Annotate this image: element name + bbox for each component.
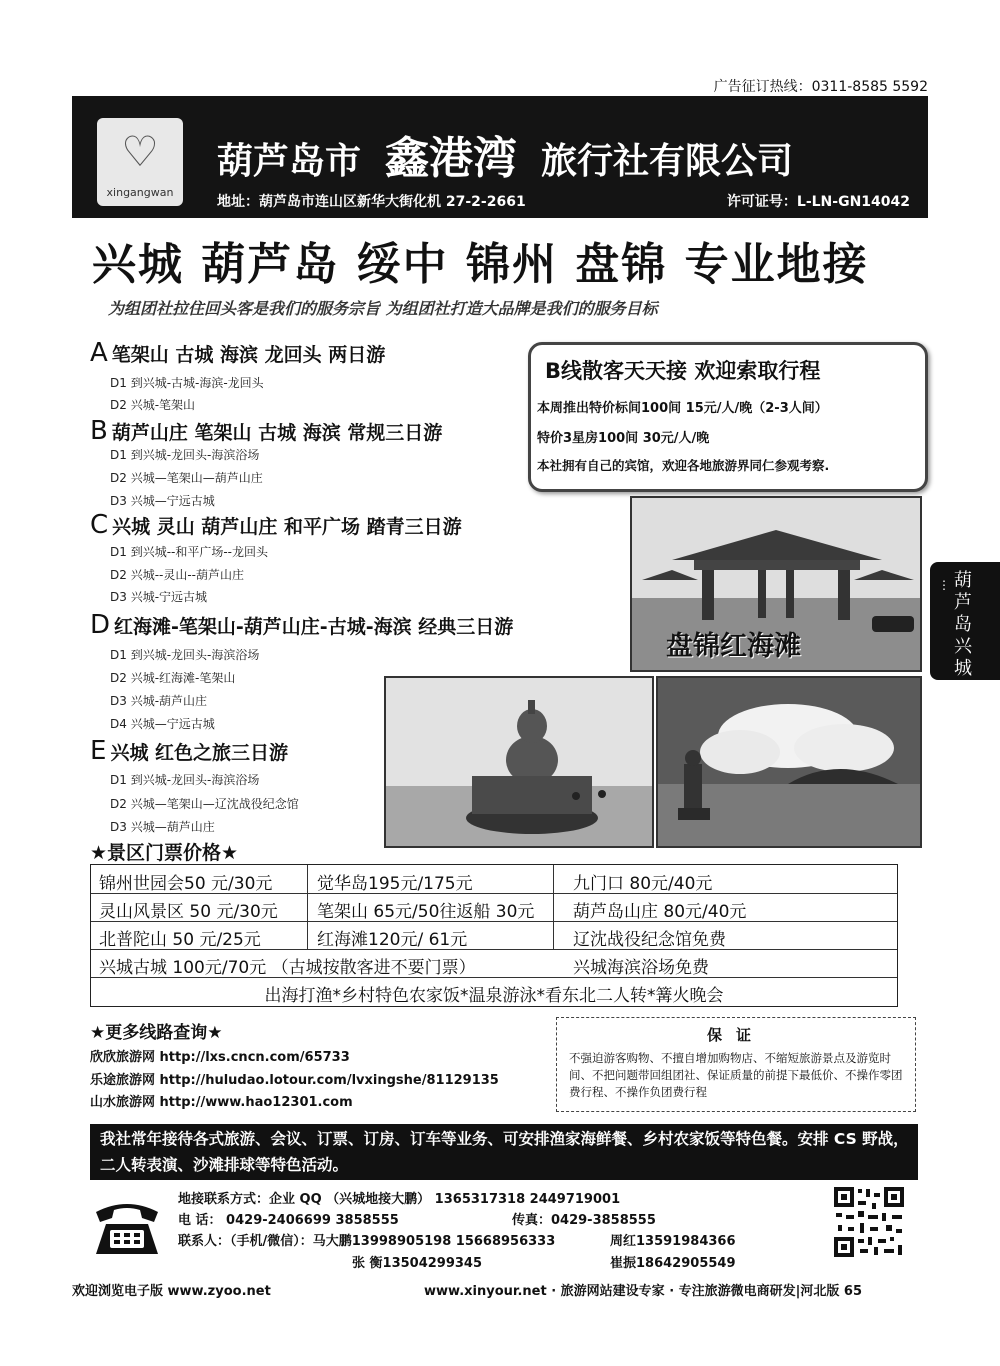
ticket-cell: 笔架山 65元/50往返船 30元 [317,902,535,922]
qr-code-icon[interactable] [832,1185,906,1259]
company-name [217,122,793,186]
ticket-cell: 红海滩120元/ 61元 [317,930,468,950]
company-name-prefix: 葫芦岛市 [217,141,362,182]
logo-figure-icon: ♡ [121,127,159,176]
b-line-promo-box [528,342,928,492]
gourd-sculpture-image [386,678,652,846]
route-d-title: D 红海滩-笔架山-葫芦山庄-古城-海滨 经典三日游 [90,610,514,640]
logo-text: xingangwan [106,186,174,199]
telephone-icon [90,1192,164,1264]
route-c-day: D3 兴城-宁远古城 [110,590,208,604]
ticket-cell: 北普陀山 50 元/25元 [99,930,261,950]
contact-qq: 地接联系方式：企业 QQ （兴城地接大鹏） 1365317318 2449719001 [178,1192,621,1207]
route-d-day: D3 兴城-葫芦山庄 [110,694,208,708]
ticket-cell: 辽沈战役纪念馆免费 [573,930,726,950]
route-d-day: D2 兴城-红海滩-笔架山 [110,671,236,685]
promo-line: 本社拥有自己的宾馆，欢迎各地旅游界同仁参观考察. [537,458,830,473]
ticket-price-table [90,864,898,1007]
ticket-cell: 觉华岛195元/175元 [317,874,473,894]
photo-gourd-sculpture [384,676,654,848]
company-header [72,96,928,218]
contact-person: 联系人：（手机/微信）：马大鹏13998905198 15668956333 [178,1234,556,1249]
services-banner [90,1124,918,1180]
contact-person: 崔振18642905549 [610,1256,736,1271]
photo-statue-island [656,676,922,848]
route-d-day: D1 到兴城-龙回头-海滨浴场 [110,648,260,662]
side-tab-dots: ⋮ [938,578,950,592]
photo-red-beach [630,496,922,672]
route-b-day: D2 兴城—笔架山—葫芦山庄 [110,471,263,485]
photo-caption: 盘锦红海滩 [666,631,801,662]
route-link[interactable]: 山水旅游网 http://www.hao12301.com [90,1095,353,1110]
contact-person: 张 衡13504299345 [352,1256,483,1271]
slogan: 为组团社拉住回头客是我们的服务宗旨 为组团社打造大品牌是我们的服务目标 [108,299,658,318]
promo-line: 本周推出特价标间100间 15元/人/晚（2-3人间） [537,401,828,416]
route-a-day: D2 兴城-笔架山 [110,398,196,412]
route-b-title: B 葫芦山庄 笔架山 古城 海滨 常规三日游 [90,416,443,446]
license-number: 许可证号：L-LN-GN14042 [726,194,910,210]
ticket-cell: 灵山风景区 50 元/30元 [99,902,278,922]
services-text: 我社常年接待各式旅游、会议、订票、订房、订车等业务、可安排渔家海鲜餐、乡村农家饭等特色餐。安排 CS 野战，二人转表演、沙滩排球等特色活动。 [100,1130,909,1174]
guarantee-title: 保证 [706,1026,765,1044]
contact-phone: 电 话： 0429-2406699 3858555 [178,1213,399,1228]
route-link[interactable]: 乐途旅游网 http://huludao.lotour.com/lvxingshe/81129135 [90,1073,499,1088]
ticket-activities: 出海打渔*乡村特色农家饭*温泉游泳*看东北二人转*篝火晚会 [264,986,724,1006]
route-e-day: D3 兴城—葫芦山庄 [110,820,215,834]
contact-fax: 传真：0429-3858555 [512,1213,656,1228]
side-tab-label: 葫芦岛兴城 [954,570,972,679]
guarantee-text: 不强迫游客购物、不擅自增加购物店、不缩短旅游景点及游览时间、不把问题带回组团社、保证质量的前提下最低价、不操作零团费行程、不操作负团费行程 [569,1051,903,1099]
route-a-day: D1 到兴城-古城-海滨-龙回头 [110,376,264,390]
ticket-cell: 兴城古城 100元/70元 （古城按散客进不要门票） [99,958,476,978]
company-logo [97,118,183,206]
company-address: 地址：葫芦岛市连山区新华大街化机 27-2-2661 [217,194,526,210]
route-link[interactable]: 欣欣旅游网 http://lxs.cncn.com/65733 [90,1050,350,1065]
side-tab [930,562,1000,680]
promo-title: B线散客天天接 欢迎索取行程 [545,359,821,383]
route-c-day: D1 到兴城--和平广场--龙回头 [110,545,269,559]
more-routes-title: ★更多线路查询★ [90,1023,223,1043]
main-title: 兴城 葫芦岛 绥中 锦州 盘锦 专业地接 [92,239,869,290]
ticket-prices-title: ★景区门票价格★ [90,842,239,864]
route-c-day: D2 兴城--灵山--葫芦山庄 [110,568,245,582]
route-b-day: D1 到兴城-龙回头-海滨浴场 [110,448,260,462]
ticket-cell: 葫芦岛山庄 80元/40元 [573,902,747,922]
route-e-day: D2 兴城—笔架山—辽沈战役纪念馆 [110,797,299,811]
company-brand: 鑫港湾 [385,133,518,184]
route-a-title: A 笔架山 古城 海滨 龙回头 两日游 [90,338,386,368]
statue-island-image [658,678,920,846]
ticket-cell: 九门口 80元/40元 [573,874,713,894]
footer-left: 欢迎浏览电子版 www.zyoo.net [72,1284,271,1299]
ad-hotline: 广告征订热线：0311-8585 5592 [713,79,928,95]
footer-right: www.xinyour.net · 旅游网站建设专家 · 专注旅游微电商研发|河北版 65 [424,1284,863,1299]
route-e-day: D1 到兴城-龙回头-海滨浴场 [110,773,260,787]
company-name-suffix: 旅行社有限公司 [541,141,794,182]
ticket-cell: 锦州世园会50 元/30元 [99,874,273,894]
route-e-title: E 兴城 红色之旅三日游 [90,736,289,766]
route-b-day: D3 兴城—宁远古城 [110,494,215,508]
contact-person: 周红13591984366 [610,1234,736,1249]
route-c-title: C 兴城 灵山 葫芦山庄 和平广场 踏青三日游 [90,510,462,540]
ticket-cell: 兴城海滨浴场免费 [573,958,709,978]
promo-line: 特价3星房100间 30元/人/晚 [537,431,710,446]
route-d-day: D4 兴城—宁远古城 [110,717,215,731]
guarantee-box [556,1017,916,1112]
